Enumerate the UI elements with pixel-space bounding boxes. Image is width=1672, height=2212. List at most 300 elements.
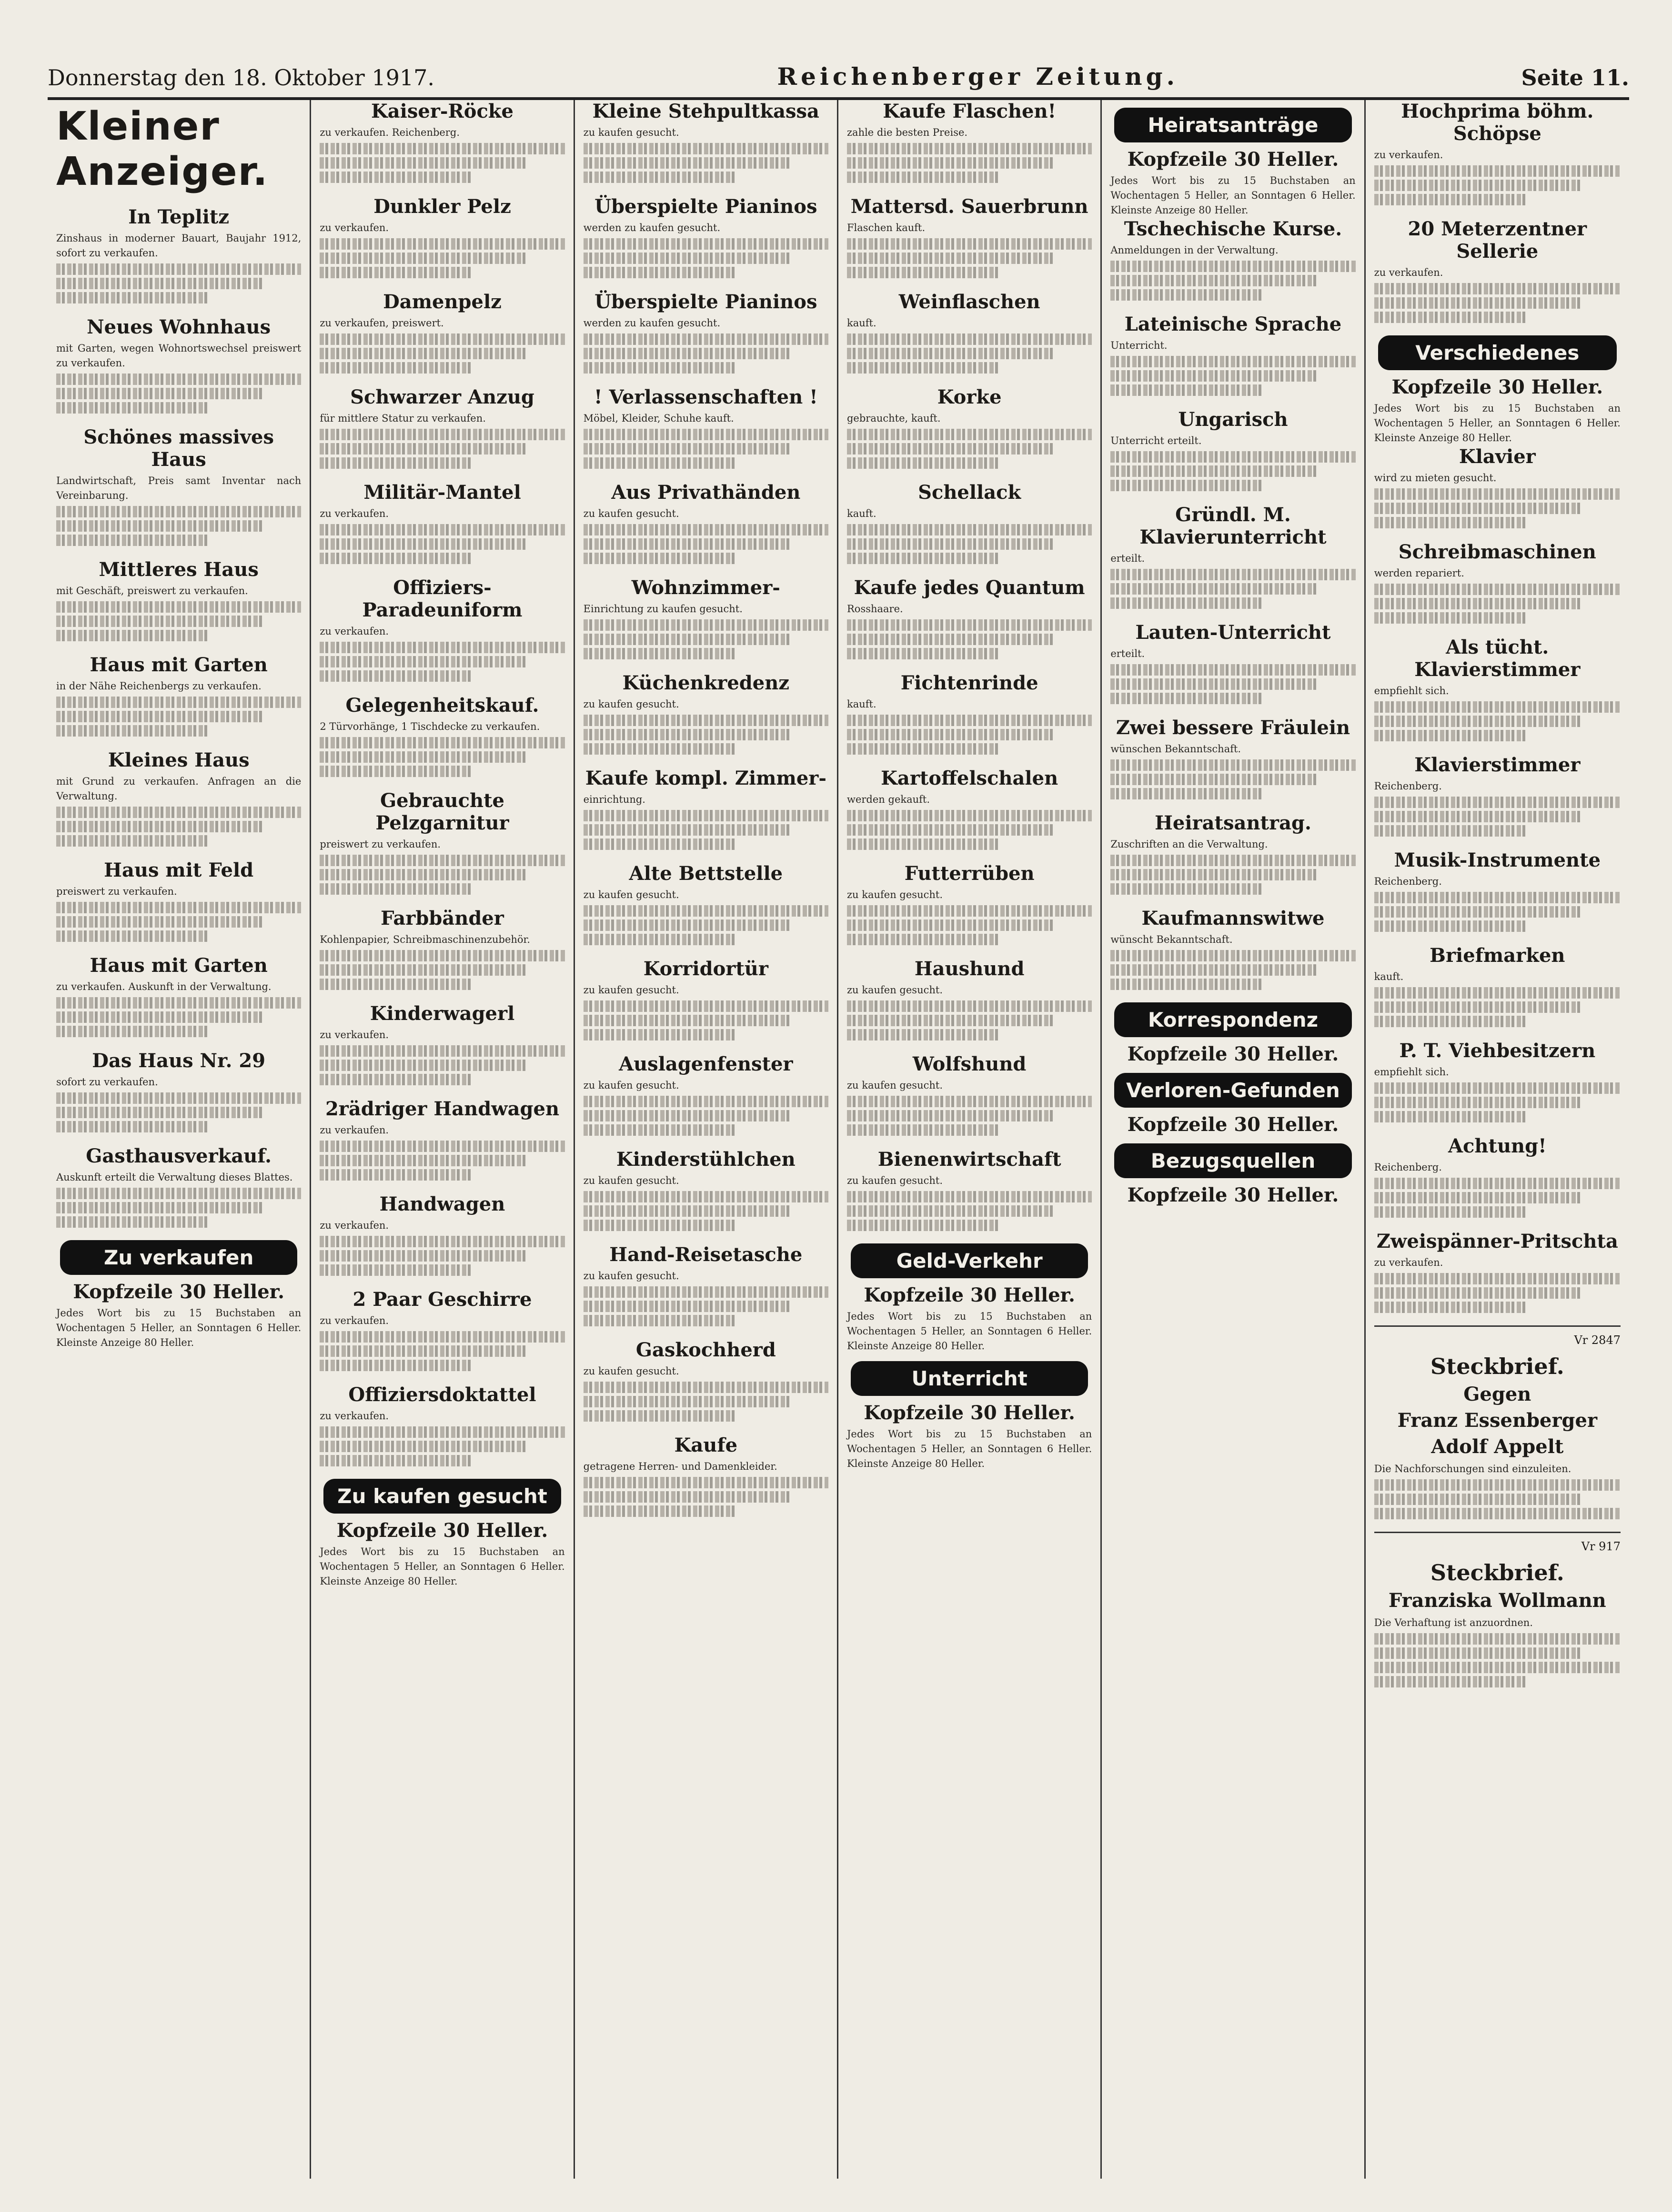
ad-heading: Gelegenheitskauf. — [345, 694, 539, 717]
illegible-text — [584, 443, 789, 455]
banner-verschiedenes: Verschiedenes — [1378, 335, 1617, 370]
illegible-text — [1110, 788, 1262, 799]
notice-title: Steckbrief. — [1430, 1560, 1564, 1586]
illegible-text — [320, 429, 564, 440]
ad-text: zu kaufen gesucht. — [583, 1080, 679, 1091]
illegible-text — [847, 1191, 1092, 1202]
ad-text: getragene Herren- und Damenkleider. — [583, 1461, 777, 1472]
illegible-text — [56, 388, 262, 399]
classified-ad — [847, 386, 1092, 469]
illegible-text — [847, 919, 1053, 931]
illegible-text — [584, 824, 789, 836]
illegible-text — [1374, 1111, 1527, 1122]
banner-unterricht: Unterricht — [851, 1361, 1088, 1396]
ad-text: zahle die besten Preise. — [846, 127, 968, 138]
illegible-text — [584, 1491, 789, 1503]
ad-text: wird zu mieten gesucht. — [1374, 472, 1497, 484]
ad-text: zu verkaufen. — [1374, 1257, 1443, 1268]
illegible-text — [1110, 950, 1355, 961]
ad-text: zu kaufen gesucht. — [583, 984, 679, 996]
illegible-text — [320, 553, 472, 564]
illegible-text — [1110, 869, 1316, 880]
ad-text: Zinshaus in moderner Bauart, Baujahr 1912, sofort zu verkaufen. — [56, 232, 302, 259]
ad-heading: Auslagenfenster — [619, 1053, 793, 1075]
illegible-text — [584, 172, 735, 183]
illegible-text — [847, 253, 1053, 264]
ad-text: Rosshaare. — [846, 603, 903, 615]
classified-ad — [1374, 100, 1621, 205]
illegible-text — [56, 278, 262, 289]
ad-list — [1374, 100, 1621, 323]
masthead — [48, 19, 1629, 100]
classified-ad — [320, 1098, 564, 1181]
illegible-text — [1374, 503, 1581, 514]
illegible-text — [1110, 480, 1262, 491]
ad-text: Auskunft erteilt die Verwaltung dieses Blattes. — [56, 1172, 293, 1183]
classified-ad — [320, 789, 564, 895]
illegible-text — [320, 1074, 472, 1085]
ad-text: Flaschen kauft. — [846, 222, 926, 233]
classified-ad — [847, 958, 1092, 1040]
illegible-text — [847, 838, 999, 850]
issue-date: Donnerstag den 18. Oktober 1917. — [48, 65, 435, 91]
ad-text: zu verkaufen. — [320, 1124, 389, 1136]
ad-text: zu verkaufen. — [320, 1220, 389, 1231]
illegible-text — [320, 979, 472, 990]
classified-ad — [1110, 504, 1355, 609]
classified-ad — [584, 767, 828, 850]
ad-text: mit Grund zu verkaufen. Anfragen an die Verwaltung. — [56, 776, 302, 802]
illegible-text — [320, 253, 525, 264]
ad-heading: Klavierstimmer — [1414, 754, 1581, 776]
illegible-text — [320, 642, 564, 653]
ad-text: Landwirtschaft, Preis samt Inventar nach Vereinbarung. — [56, 475, 302, 501]
classified-ad — [1374, 1135, 1621, 1218]
illegible-text — [847, 1220, 999, 1231]
ad-heading: Musik-Instrumente — [1394, 849, 1601, 871]
illegible-text — [847, 1205, 1053, 1217]
rate-line: Kopfzeile 30 Heller. — [864, 1402, 1075, 1424]
ad-text: empfiehlt sich. — [1374, 685, 1449, 697]
classified-ad — [584, 1053, 828, 1136]
illegible-text — [1374, 730, 1527, 741]
illegible-text — [847, 1029, 999, 1040]
illegible-text — [56, 1026, 208, 1037]
classified-ad — [584, 576, 828, 659]
illegible-text — [320, 670, 472, 682]
illegible-text — [584, 1301, 789, 1312]
illegible-text — [320, 883, 472, 895]
rate-line: Kopfzeile 30 Heller. — [1391, 376, 1603, 398]
rate-description: Jedes Wort bis zu 15 Buchstaben an Wochentagen 5 Heller, an Sonntagen 6 Heller. Kleinste Anzeige 80 Heller. — [1374, 403, 1621, 444]
illegible-text — [1374, 517, 1527, 528]
ad-text: zu kaufen gesucht. — [583, 1175, 679, 1186]
illegible-text — [1110, 356, 1355, 367]
illegible-text — [584, 1110, 789, 1121]
classified-ad — [847, 195, 1092, 278]
ad-text: zu verkaufen, preiswert. — [320, 317, 444, 329]
illegible-text — [1374, 1508, 1621, 1519]
rate-description: Jedes Wort bis zu 15 Buchstaben an Wochentagen 5 Heller, an Sonntagen 6 Heller. Kleinste Anzeige 80 Heller. — [320, 1546, 565, 1587]
illegible-text — [320, 1169, 472, 1181]
ad-heading: Das Haus Nr. 29 — [92, 1050, 266, 1072]
ad-text: Unterricht erteilt. — [1110, 435, 1202, 446]
ad-text: wünschen Bekanntschaft. — [1110, 743, 1241, 755]
ad-heading: Gründl. M. Klavierunterricht — [1139, 504, 1327, 548]
illegible-text — [1110, 384, 1262, 396]
ad-heading: In Teplitz — [128, 206, 230, 228]
illegible-text — [56, 902, 301, 913]
illegible-text — [320, 950, 564, 961]
illegible-text — [847, 619, 1092, 631]
illegible-text — [56, 821, 262, 832]
illegible-text — [847, 934, 999, 945]
ad-heading: Hochprima böhm. Schöpse — [1401, 100, 1594, 145]
illegible-text — [1374, 1479, 1621, 1491]
illegible-text — [584, 1000, 828, 1012]
ad-text: Unterricht. — [1110, 340, 1168, 351]
ad-heading: Schreibmaschinen — [1398, 541, 1596, 563]
illegible-text — [584, 715, 828, 726]
ad-list — [847, 100, 1092, 1231]
ad-text: wünscht Bekanntschaft. — [1110, 934, 1233, 945]
illegible-text — [1374, 987, 1621, 999]
classified-ad — [847, 672, 1092, 755]
classified-ad — [1374, 1040, 1621, 1122]
illegible-text — [320, 869, 525, 880]
ad-text: Reichenberg. — [1374, 1162, 1442, 1173]
ad-heading: Schellack — [918, 481, 1021, 504]
rate-line: Kopfzeile 30 Heller. — [1127, 1043, 1339, 1065]
ad-heading: Klavier — [1459, 445, 1536, 468]
classified-ad — [320, 576, 564, 682]
illegible-text — [56, 835, 208, 847]
illegible-text — [320, 1345, 525, 1357]
ad-heading: Haus mit Garten — [90, 654, 268, 676]
classified-ad — [320, 100, 564, 183]
ad-heading: Küchenkredenz — [622, 672, 790, 694]
ad-text: zu kaufen gesucht. — [846, 1080, 943, 1091]
illegible-text — [320, 1250, 525, 1262]
ad-text: Reichenberg. — [1374, 780, 1442, 792]
ad-heading: Mattersd. Sauerbrunn — [850, 195, 1088, 218]
ad-heading: Gasthausverkauf. — [86, 1145, 272, 1167]
classified-ad — [847, 576, 1092, 659]
illegible-text — [1374, 612, 1527, 624]
ad-text: zu verkaufen. Reichenberg. — [320, 127, 460, 138]
notice-line: Franz Essenberger — [1397, 1409, 1598, 1432]
illegible-text — [1374, 312, 1527, 323]
illegible-text — [320, 348, 525, 359]
classified-ad — [584, 195, 828, 278]
ad-heading: Kaufe jedes Quantum — [854, 576, 1085, 599]
ad-text: zu verkaufen. — [320, 1410, 389, 1422]
illegible-text — [1374, 297, 1581, 309]
illegible-text — [320, 1426, 564, 1438]
notice-steckbrief-2 — [1374, 1560, 1621, 1687]
illegible-text — [584, 905, 828, 917]
banner-verloren-gefunden: Verloren-Gefunden — [1114, 1073, 1351, 1108]
illegible-text — [320, 538, 525, 550]
illegible-text — [847, 524, 1092, 535]
illegible-text — [1110, 583, 1316, 595]
illegible-text — [320, 1141, 564, 1152]
ad-heading: Dunkler Pelz — [373, 195, 511, 218]
ad-text: zu kaufen gesucht. — [583, 889, 679, 900]
classified-ad — [584, 386, 828, 469]
illegible-text — [56, 292, 208, 303]
ad-text: zu kaufen gesucht. — [583, 698, 679, 710]
illegible-text — [1110, 855, 1355, 866]
illegible-text — [584, 838, 735, 850]
ad-text: Möbel, Kleider, Schuhe kauft. — [583, 413, 734, 424]
ad-text: zu verkaufen. — [320, 626, 389, 637]
illegible-text — [320, 1045, 564, 1057]
illegible-text — [1374, 194, 1527, 205]
classified-ad — [1110, 218, 1355, 301]
ad-text: kauft. — [846, 698, 876, 710]
ad-list — [320, 100, 564, 1466]
classified-ad — [584, 958, 828, 1040]
classified-ad — [584, 1434, 828, 1517]
section-title: Kleiner Anzeiger. — [56, 104, 269, 194]
illegible-text — [56, 263, 301, 275]
illegible-text — [584, 743, 735, 755]
illegible-text — [584, 619, 828, 631]
illegible-text — [56, 535, 208, 546]
ad-heading: Aus Privathänden — [611, 481, 801, 504]
illegible-text — [847, 172, 999, 183]
classified-ad — [1374, 944, 1621, 1027]
ad-text: werden zu kaufen gesucht. — [583, 222, 721, 233]
illegible-text — [847, 905, 1092, 917]
classified-ad — [320, 291, 564, 374]
ad-heading: Achtung! — [1448, 1135, 1547, 1157]
illegible-text — [1374, 1082, 1621, 1094]
illegible-text — [847, 1096, 1092, 1107]
classified-ad — [584, 1148, 828, 1231]
illegible-text — [584, 729, 789, 740]
illegible-text — [56, 1188, 301, 1199]
ad-text: für mittlere Statur zu verkaufen. — [320, 413, 486, 424]
illegible-text — [1374, 584, 1621, 595]
ad-columns — [48, 100, 1629, 2179]
ad-heading: Offiziers-Paradeuniform — [362, 576, 523, 621]
illegible-text — [56, 1092, 301, 1104]
column-3 — [575, 100, 838, 2179]
ad-heading: Alte Bettstelle — [629, 862, 783, 885]
illegible-text — [847, 648, 999, 659]
illegible-text — [56, 616, 262, 627]
illegible-text — [56, 1107, 262, 1118]
classified-ad — [1110, 408, 1355, 491]
divider — [1374, 1325, 1621, 1327]
banner-zu-verkaufen: Zu verkaufen — [60, 1240, 297, 1275]
classified-ad — [320, 1288, 564, 1371]
illegible-text — [320, 457, 472, 469]
illegible-text — [584, 810, 828, 821]
classified-ad — [320, 1193, 564, 1276]
classified-ad — [847, 291, 1092, 374]
banner-bezugsquellen: Bezugsquellen — [1114, 1143, 1351, 1178]
illegible-text — [584, 553, 735, 564]
classified-ad — [584, 100, 828, 183]
illegible-text — [1374, 1273, 1621, 1284]
ad-text: 2 Türvorhänge, 1 Tischdecke zu verkaufen. — [320, 721, 540, 732]
rate-line: Kopfzeile 30 Heller. — [1127, 148, 1339, 171]
rate-description: Jedes Wort bis zu 15 Buchstaben an Wochentagen 5 Heller, an Sonntagen 6 Heller. Kleinste Anzeige 80 Heller. — [846, 1428, 1092, 1469]
classified-ad — [584, 1243, 828, 1326]
ad-heading: ! Verlassenschaften ! — [594, 386, 818, 408]
illegible-text — [56, 1202, 262, 1213]
illegible-text — [56, 402, 208, 414]
illegible-text — [847, 634, 1053, 645]
ad-heading: Offiziersdoktattel — [348, 1384, 536, 1406]
ad-heading: Hand-Reisetasche — [609, 1243, 803, 1266]
classified-ad — [847, 1148, 1092, 1231]
newspaper-name: Reichenberger Zeitung. — [777, 62, 1178, 91]
illegible-text — [847, 333, 1092, 345]
classified-ad — [56, 954, 301, 1037]
ad-heading: 2rädriger Handwagen — [325, 1098, 560, 1120]
illegible-text — [1374, 1001, 1581, 1013]
classified-ad — [56, 558, 301, 641]
reference-number: Vr 2847 — [1574, 1333, 1621, 1347]
illegible-text — [847, 238, 1092, 250]
illegible-text — [584, 1029, 735, 1040]
illegible-text — [1110, 693, 1262, 704]
notice-title: Steckbrief. — [1430, 1353, 1564, 1379]
illegible-text — [584, 1477, 828, 1488]
ad-heading: Kaufe kompl. Zimmer- — [585, 767, 826, 789]
illegible-text — [584, 238, 828, 250]
illegible-text — [847, 267, 999, 278]
illegible-text — [847, 1015, 1053, 1026]
illegible-text — [584, 1410, 735, 1422]
illegible-text — [847, 1124, 999, 1136]
illegible-text — [320, 267, 472, 278]
classified-ad — [847, 1053, 1092, 1136]
illegible-text — [1374, 165, 1621, 177]
ad-heading: Kinderstühlchen — [616, 1148, 796, 1171]
illegible-text — [320, 1264, 472, 1276]
rate-description: Jedes Wort bis zu 15 Buchstaben an Wochentagen 5 Heller, an Sonntagen 6 Heller. Kleinste Anzeige 80 Heller. — [1110, 175, 1356, 216]
illegible-text — [1110, 569, 1355, 580]
illegible-text — [1110, 664, 1355, 676]
ad-text: preiswert zu verkaufen. — [56, 886, 177, 897]
ad-heading: Überspielte Pianinos — [594, 195, 817, 218]
ad-heading: Briefmarken — [1430, 944, 1565, 967]
illegible-text — [847, 743, 999, 755]
classified-ad — [847, 100, 1092, 183]
ad-text: werden repariert. — [1374, 567, 1464, 579]
illegible-text — [584, 457, 735, 469]
illegible-text — [584, 362, 735, 374]
ad-heading: Zweispänner-Pritschta — [1376, 1230, 1618, 1252]
illegible-text — [584, 1191, 828, 1202]
ad-heading: Korke — [937, 386, 1002, 408]
illegible-text — [847, 143, 1092, 154]
ad-text: in der Nähe Reichenbergs zu verkaufen. — [56, 680, 262, 692]
illegible-text — [320, 1060, 525, 1071]
classified-ad — [320, 1002, 564, 1085]
illegible-text — [584, 648, 735, 659]
illegible-text — [1374, 1192, 1581, 1203]
ad-text: kauft. — [1374, 971, 1404, 982]
illegible-text — [56, 697, 301, 708]
ad-text: zu verkaufen. Auskunft in der Verwaltung. — [56, 981, 272, 992]
ad-list — [1110, 218, 1355, 990]
illegible-text — [320, 238, 564, 250]
ad-text: kauft. — [846, 317, 876, 329]
illegible-text — [1374, 1676, 1527, 1687]
illegible-text — [320, 1155, 525, 1166]
illegible-text — [1374, 1662, 1621, 1673]
illegible-text — [56, 630, 208, 641]
ad-heading: P. T. Viehbesitzern — [1399, 1040, 1596, 1062]
ad-heading: Lauten-Unterricht — [1135, 621, 1331, 644]
illegible-text — [584, 1124, 735, 1136]
illegible-text — [1374, 1647, 1581, 1659]
classified-ad — [1110, 621, 1355, 704]
illegible-text — [1110, 964, 1316, 976]
illegible-text — [584, 524, 828, 535]
illegible-text — [584, 1205, 789, 1217]
ad-heading: Militär-Mantel — [363, 481, 521, 504]
ad-heading: Haus mit Feld — [104, 859, 254, 881]
ad-list — [1374, 445, 1621, 1313]
illegible-text — [56, 807, 301, 818]
column-6 — [1366, 100, 1629, 2179]
illegible-text — [584, 1286, 828, 1298]
classified-ad — [1110, 907, 1355, 990]
ad-heading: Zwei bessere Fräulein — [1116, 717, 1350, 739]
ad-heading: Haus mit Garten — [90, 954, 268, 977]
ad-heading: Gaskochherd — [635, 1339, 776, 1361]
illegible-text — [1374, 1633, 1621, 1645]
ad-heading: Schönes massives Haus — [83, 426, 274, 471]
ad-text: werden gekauft. — [846, 794, 930, 805]
illegible-text — [56, 506, 301, 517]
classified-ad — [320, 694, 564, 777]
column-5 — [1102, 100, 1365, 2179]
illegible-text — [56, 711, 262, 722]
ad-heading: Bienenwirtschaft — [877, 1148, 1061, 1171]
classified-ad — [847, 862, 1092, 945]
ad-text: mit Geschäft, preiswert zu verkaufen. — [56, 585, 248, 596]
notice-line: Gegen — [1463, 1383, 1531, 1405]
ad-text: zu kaufen gesucht. — [846, 889, 943, 900]
rate-line: Kopfzeile 30 Heller. — [336, 1519, 548, 1542]
illegible-text — [320, 333, 564, 345]
classified-ad — [56, 859, 301, 942]
notice-text: Die Nachforschungen sind einzuleiten. — [1374, 1463, 1571, 1475]
illegible-text — [56, 725, 208, 737]
column-2 — [311, 100, 574, 2179]
classified-ad — [56, 206, 301, 303]
classified-ad — [847, 481, 1092, 564]
ad-text: zu kaufen gesucht. — [583, 1365, 679, 1377]
ad-text: Kohlenpapier, Schreibmaschinenzubehör. — [320, 934, 530, 945]
classified-ad — [56, 1145, 301, 1228]
illegible-text — [584, 538, 789, 550]
illegible-text — [584, 1396, 789, 1407]
illegible-text — [584, 267, 735, 278]
ad-heading: Kaiser-Röcke — [371, 100, 514, 122]
ad-text: empfiehlt sich. — [1374, 1066, 1449, 1078]
page-number: Seite 11. — [1521, 65, 1629, 91]
illegible-text — [1374, 598, 1581, 609]
